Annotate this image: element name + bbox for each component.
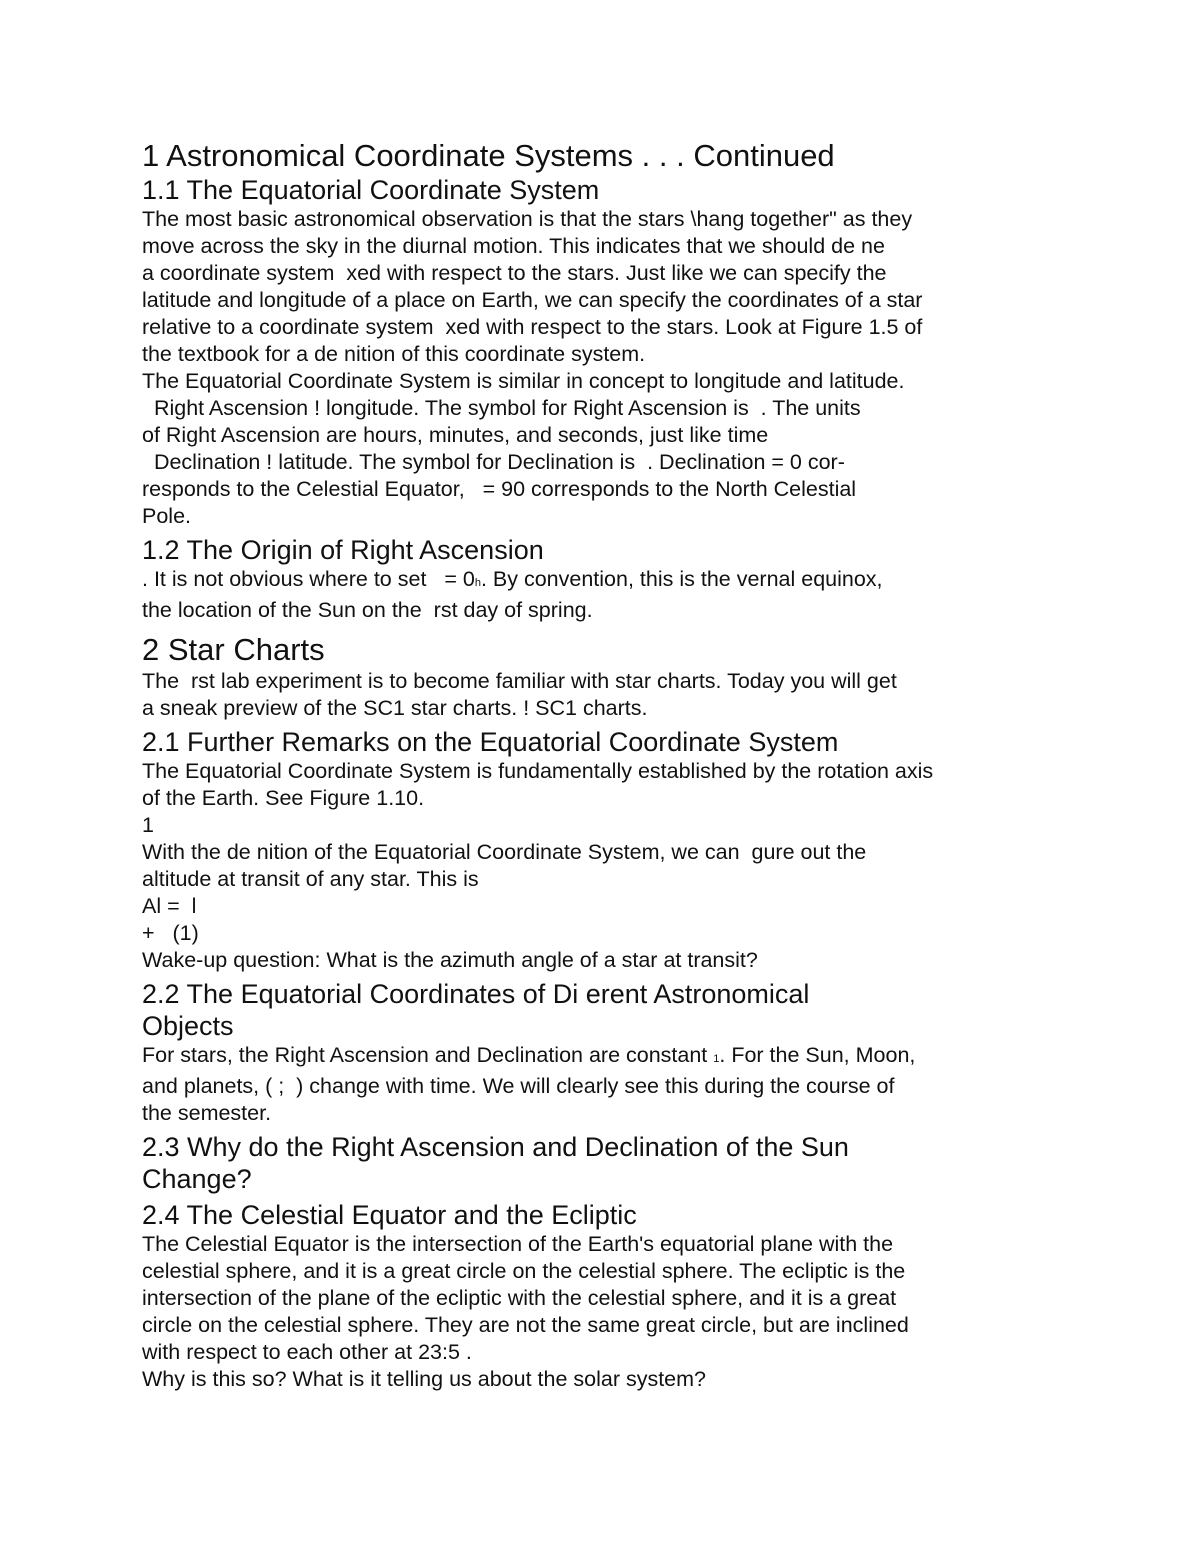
paragraph-line (142, 1042, 1042, 1073)
paragraph-line (142, 566, 1042, 597)
section-heading-2-3: 2.3 Why do the Right Ascension and Declination of the Sun (142, 1132, 849, 1162)
paragraph-line: and planets, ( ; ) change with time. We will clearly see this during the course of (142, 1074, 895, 1098)
section-heading-1-1: 1.1 The Equatorial Coordinate System (142, 175, 600, 205)
paragraph-line: The Equatorial Coordinate System is fundamentally established by the rotation axis (142, 759, 934, 783)
paragraph-line: of the Earth. See Figure 1.10. (142, 786, 425, 810)
paragraph-line: latitude and longitude of a place on Earth, we can specify the coordinates of a star (142, 288, 923, 312)
paragraph-line: intersection of the plane of the ecliptic with the celestial sphere, and it is a great (142, 1286, 897, 1310)
section-heading-2-1: 2.1 Further Remarks on the Equatorial Coordinate System (142, 727, 839, 757)
text-run: For stars, the Right Ascension and Declination are constant (142, 1043, 714, 1067)
section-heading-2-3-cont: Change? (142, 1164, 252, 1194)
paragraph-line: with respect to each other at 23:5 . (142, 1340, 472, 1364)
paragraph-line: circle on the celestial sphere. They are not the same great circle, but are inclined (142, 1313, 909, 1337)
paragraph-line: The Equatorial Coordinate System is similar in concept to longitude and latitude. (142, 369, 905, 393)
list-item-right-ascension: Right Ascension ! longitude. The symbol for Right Ascension is . The units (142, 396, 861, 420)
paragraph-line: of Right Ascension are hours, minutes, and seconds, just like time (142, 423, 769, 447)
document-title: 1 Astronomical Coordinate Systems . . . Continued (142, 138, 835, 173)
section-heading-1-2: 1.2 The Origin of Right Ascension (142, 535, 544, 565)
paragraph-line: altitude at transit of any star. This is (142, 867, 479, 891)
paragraph-line: celestial sphere, and it is a great circle on the celestial sphere. The ecliptic is the (142, 1259, 906, 1283)
paragraph-line: a sneak preview of the SC1 star charts. ! SC1 charts. (142, 696, 648, 720)
equation-line: + (1) (142, 921, 199, 945)
paragraph-line: The most basic astronomical observation is that the stars \hang together" as they (142, 207, 913, 231)
paragraph-line: relative to a coordinate system xed with respect to the stars. Look at Figure 1.5 of (142, 315, 923, 339)
paragraph-line: Why is this so? What is it telling us about the solar system? (142, 1367, 707, 1391)
page-number: 1 (142, 813, 154, 837)
text-run: . By convention, this is the vernal equinox, (480, 567, 883, 591)
text-run: . For the Sun, Moon, (719, 1043, 916, 1067)
paragraph-line: responds to the Celestial Equator, = 90 corresponds to the North Celestial (142, 477, 857, 501)
paragraph-line: the semester. (142, 1101, 272, 1125)
list-item-declination: Declination ! latitude. The symbol for Declination is . Declination = 0 cor- (142, 450, 845, 474)
paragraph-line: With the de nition of the Equatorial Coordinate System, we can gure out the (142, 840, 867, 864)
section-heading-2-4: 2.4 The Celestial Equator and the Ecliptic (142, 1200, 637, 1230)
document-page (142, 138, 1042, 1393)
paragraph-line: move across the sky in the diurnal motion. This indicates that we should de ne (142, 234, 885, 258)
paragraph-line: The Celestial Equator is the intersection of the Earth's equatorial plane with the (142, 1232, 894, 1256)
paragraph-line: a coordinate system xed with respect to the stars. Just like we can specify the (142, 261, 887, 285)
paragraph-line: the textbook for a de nition of this coordinate system. (142, 342, 646, 366)
paragraph-line: the location of the Sun on the rst day of spring. (142, 598, 593, 622)
section-heading-2: 2 Star Charts (142, 632, 325, 667)
paragraph-line: Pole. (142, 504, 192, 528)
equation-line: Al = l (142, 894, 197, 918)
paragraph-line: The rst lab experiment is to become familiar with star charts. Today you will get (142, 669, 897, 693)
section-heading-2-2: 2.2 The Equatorial Coordinates of Di erent Astronomical (142, 979, 810, 1009)
footnote-marker: 1 (713, 1053, 720, 1065)
section-heading-2-2-cont: Objects (142, 1011, 234, 1041)
text-run: . It is not obvious where to set = 0 (142, 567, 475, 591)
paragraph-line: Wake-up question: What is the azimuth angle of a star at transit? (142, 948, 758, 972)
hours-subscript: h (474, 577, 481, 589)
